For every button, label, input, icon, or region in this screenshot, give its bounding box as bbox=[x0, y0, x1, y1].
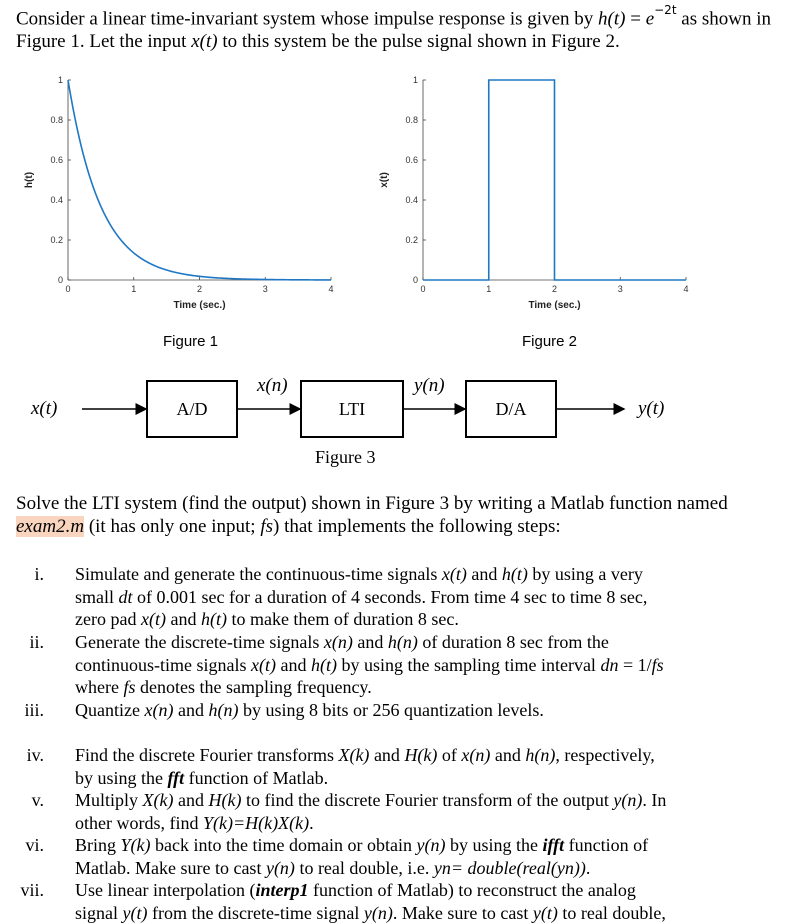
function-name: exam2.m bbox=[16, 516, 84, 537]
exponent: −2t bbox=[654, 3, 676, 17]
fig2-ylabel: x(t) bbox=[379, 172, 390, 188]
fig1-xtick-label: 1 bbox=[131, 284, 136, 294]
step-line: zero pad x(t) and h(t) to make them of duration 8 sec. bbox=[75, 608, 800, 631]
step-text bbox=[75, 744, 800, 789]
fig2-xtick-label: 2 bbox=[552, 284, 557, 294]
step-text bbox=[75, 879, 800, 924]
step-line: Quantize x(n) and h(n) by using 8 bits or 256 quantization levels. bbox=[75, 699, 800, 722]
fig1-ytick-label: 0.6 bbox=[50, 155, 63, 165]
fig1-xtick-label: 0 bbox=[65, 284, 70, 294]
fig2-ytick-label: 0 bbox=[413, 275, 418, 285]
step-line: Find the discrete Fourier transforms X(k) and H(k) of x(n) and h(n), respectively, bbox=[75, 744, 800, 767]
fig2-ytick-label: 0.4 bbox=[405, 195, 418, 205]
step-line: where fs denotes the sampling frequency. bbox=[75, 676, 800, 699]
step-line: by using the fft function of Matlab. bbox=[75, 767, 800, 790]
step-number: v. bbox=[32, 789, 44, 812]
step-text bbox=[75, 631, 800, 699]
fig1-ytick-label: 0.4 bbox=[50, 195, 63, 205]
fig2-ytick-label: 1 bbox=[413, 75, 418, 85]
step-number: vii. bbox=[20, 879, 44, 902]
figure3-caption: Figure 3 bbox=[315, 447, 376, 468]
fig1-ytick-label: 1 bbox=[58, 75, 63, 85]
fig1-xtick-label: 3 bbox=[263, 284, 268, 294]
step-line: continuous-time signals x(t) and h(t) by using the sampling time interval dn = 1/fs bbox=[75, 654, 800, 677]
signal-xt-input: x(t) bbox=[31, 398, 57, 420]
step-number: vi. bbox=[25, 834, 44, 857]
step-line: Multiply X(k) and H(k) to find the discrete Fourier transform of the output y(n). In bbox=[75, 789, 800, 812]
step-number: ii. bbox=[29, 631, 44, 654]
fig2-xtick-label: 4 bbox=[683, 284, 688, 294]
step-number: i. bbox=[34, 563, 44, 586]
step-text bbox=[75, 789, 800, 834]
fig2-xtick-label: 0 bbox=[420, 284, 425, 294]
step-text bbox=[75, 563, 800, 631]
step-line: Use linear interpolation (interp1 function of Matlab) to reconstruct the analog bbox=[75, 879, 800, 902]
fig1-ytick-label: 0.8 bbox=[50, 115, 63, 125]
signal-xn: x(n) bbox=[257, 375, 288, 397]
fig1-ylabel: h(t) bbox=[24, 172, 35, 188]
fig1-xlabel: Time (sec.) bbox=[173, 300, 225, 311]
step-line: Matlab. Make sure to cast y(n) to real double, i.e. yn= double(real(yn)). bbox=[75, 857, 800, 880]
step-line: small dt of 0.001 sec for a duration of 4 seconds. From time 4 sec to time 8 sec, bbox=[75, 586, 800, 609]
step-text bbox=[75, 834, 800, 879]
intro-paragraph: Consider a linear time-invariant system whose impulse response is given by $h(t) = e^{-2t}$ as shown in Figure 1. Let the input x(t) to this system be the pulse signal shown in Figure 2. bbox=[16, 2, 796, 53]
step-line: Generate the discrete-time signals x(n) and h(n) of duration 8 sec from the bbox=[75, 631, 800, 654]
fig1-ytick-label: 0 bbox=[58, 275, 63, 285]
fig1-xtick-label: 2 bbox=[197, 284, 202, 294]
step-line: other words, find Y(k)=H(k)X(k). bbox=[75, 812, 800, 835]
fig2-xtick-label: 1 bbox=[486, 284, 491, 294]
lti-block: LTI bbox=[300, 380, 404, 438]
task-paragraph: Solve the LTI system (find the output) shown in Figure 3 by writing a Matlab function named exam2.m (it has only one input; fs) that implements the following steps: bbox=[16, 492, 796, 538]
ad-block: A/D bbox=[146, 380, 238, 438]
step-line: Simulate and generate the continuous-time signals x(t) and h(t) by using a very bbox=[75, 563, 800, 586]
fig2-ytick-label: 0.6 bbox=[405, 155, 418, 165]
step-number: iii. bbox=[24, 699, 44, 722]
step-number: iv. bbox=[27, 744, 44, 767]
signal-yn: y(n) bbox=[414, 375, 445, 397]
step-line: Bring Y(k) back into the time domain or obtain y(n) by using the ifft function of bbox=[75, 834, 800, 857]
fig2-ytick-label: 0.8 bbox=[405, 115, 418, 125]
fig2-ytick-label: 0.2 bbox=[405, 235, 418, 245]
fig1-xtick-label: 4 bbox=[328, 284, 333, 294]
figure2-caption: Figure 2 bbox=[522, 333, 577, 350]
step-line: signal y(t) from the discrete-time signal y(n). Make sure to cast y(t) to real double, bbox=[75, 902, 800, 924]
figure1-caption: Figure 1 bbox=[163, 333, 218, 350]
da-block: D/A bbox=[465, 380, 557, 438]
fig2-xlabel: Time (sec.) bbox=[528, 300, 580, 311]
fig1-ytick-label: 0.2 bbox=[50, 235, 63, 245]
fig2-xtick-label: 3 bbox=[618, 284, 623, 294]
signal-yt-output: y(t) bbox=[638, 398, 664, 420]
step-text bbox=[75, 699, 800, 722]
